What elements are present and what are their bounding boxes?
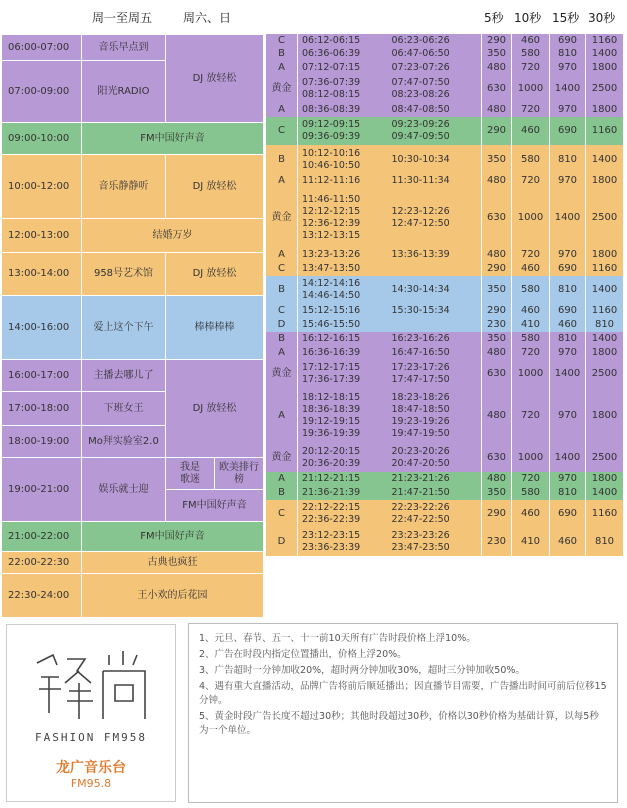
price-cell: 1400 <box>550 360 586 389</box>
price-cell: 1000 <box>512 188 550 249</box>
slot-col-2: 16:47-16:50 <box>391 347 450 358</box>
weekend-program-cell: DJ 放轻松 <box>166 35 264 123</box>
price-cell: 230 <box>482 528 512 557</box>
time-cell: 19:00-21:00 <box>2 458 82 522</box>
slot-col-2: 11:30-11:34 <box>391 175 450 186</box>
price-cell: 480 <box>482 248 512 263</box>
slot-cell <box>298 276 482 305</box>
price-cell: 1400 <box>586 145 624 175</box>
price-cell: 2500 <box>586 444 624 473</box>
time-cell: 10:00-12:00 <box>2 155 82 219</box>
slot-col-1: 09:12-09:15 09:36-09:39 <box>302 119 361 142</box>
slot-col-2: 13:36-13:39 <box>391 249 450 260</box>
slot-col-1: 23:12-23:15 23:36-23:39 <box>302 530 361 553</box>
slot-col-1: 10:12-10:16 10:46-10:50 <box>302 147 361 171</box>
price-cell: 1000 <box>512 75 550 104</box>
notes-box <box>188 623 618 803</box>
slot-col-2: 20:23-20:26 20:47-20:50 <box>391 446 450 469</box>
slot-col-1: 15:46-15:50 <box>302 319 361 330</box>
header-weekday: 周一至周五 <box>92 11 153 25</box>
slot-col-2: 08:47-08:50 <box>391 104 450 115</box>
time-cell: 12:00-13:00 <box>2 219 82 253</box>
price-cell: 480 <box>482 103 512 118</box>
price-cell: 690 <box>550 262 586 277</box>
grade-cell: A <box>266 174 298 189</box>
price-cell: 480 <box>482 174 512 189</box>
price-cell: 720 <box>512 388 550 445</box>
slot-col-1: 06:36-06:39 <box>302 48 361 59</box>
price-cell: 1800 <box>586 346 624 361</box>
program-cell: 音乐静静听 <box>82 155 166 219</box>
price-cell: 810 <box>550 47 586 62</box>
price-cell: 1800 <box>586 388 624 445</box>
note-item: 5、黄金时段广告长度不超过30秒；其他时段超过30秒，价格以30秒价格为基础计算，以每5秒为一个单位。 <box>199 711 599 736</box>
price-cell: 1800 <box>586 248 624 263</box>
weekend-program-cell: DJ 放轻松 <box>166 253 264 296</box>
weekend-program-cell: DJ 放轻松 <box>166 155 264 219</box>
weekend-program-cell: 棒棒棒棒 <box>166 296 264 360</box>
time-cell: 14:00-16:00 <box>2 296 82 360</box>
time-cell: 07:00-09:00 <box>2 61 82 123</box>
time-cell: 13:00-14:00 <box>2 253 82 296</box>
time-cell: 09:00-10:00 <box>2 123 82 155</box>
slot-cell <box>298 472 482 487</box>
grade-cell: 黄金 <box>266 188 298 249</box>
price-cell: 1400 <box>586 47 624 62</box>
price-cell: 810 <box>586 528 624 557</box>
logo-mark <box>7 625 175 745</box>
price-cell: 1160 <box>586 500 624 529</box>
slot-col-1: 11:46-11:50 12:12-12:15 12:36-12:39 13:12-13:15 <box>302 194 361 241</box>
slot-col-2: 12:23-12:26 12:47-12:50 <box>391 206 450 229</box>
price-cell: 1400 <box>550 444 586 473</box>
program-cell-span: FM中国好声音 <box>82 522 264 552</box>
header-15s: 15秒 <box>552 11 580 25</box>
price-cell: 1000 <box>512 444 550 473</box>
price-cell: 970 <box>550 248 586 263</box>
slot-cell <box>298 145 482 175</box>
price-cell: 1160 <box>586 117 624 146</box>
price-cell: 460 <box>550 318 586 333</box>
slot-col-2: 07:47-07:50 08:23-08:26 <box>391 77 450 100</box>
slot-col-2: 14:30-14:34 <box>391 284 450 295</box>
grade-cell: B <box>266 276 298 305</box>
slot-cell <box>298 388 482 445</box>
time-cell: 16:00-17:00 <box>2 360 82 392</box>
time-cell: 22:00-22:30 <box>2 552 82 574</box>
slot-cell <box>298 444 482 473</box>
note-item: 1、元旦、春节、五一、十一前10天所有广告时段价格上浮10%。 <box>199 633 476 644</box>
price-cell: 1000 <box>512 360 550 389</box>
price-cell: 480 <box>482 61 512 76</box>
price-cell: 1160 <box>586 304 624 319</box>
header-5s: 5秒 <box>484 11 504 25</box>
slot-cell <box>298 528 482 557</box>
slot-col-1: 08:36-08:39 <box>302 104 361 115</box>
note-item: 2、广告在时段内指定位置播出，价格上浮20%。 <box>199 649 407 660</box>
grade-cell: C <box>266 304 298 319</box>
grade-cell: 黄金 <box>266 75 298 104</box>
slot-col-1: 16:36-16:39 <box>302 347 361 358</box>
price-cell: 580 <box>512 145 550 175</box>
logo-box <box>6 624 176 802</box>
price-cell: 720 <box>512 61 550 76</box>
slot-col-1: 13:23-13:26 <box>302 249 361 260</box>
slot-cell <box>298 117 482 146</box>
slot-col-2: 23:23-23:26 23:47-23:50 <box>391 530 450 553</box>
slot-cell <box>298 47 482 62</box>
price-cell: 720 <box>512 346 550 361</box>
slot-col-1: 07:12-07:15 <box>302 62 361 73</box>
price-cell: 480 <box>482 388 512 445</box>
slot-cell <box>298 34 482 48</box>
price-cell: 350 <box>482 145 512 175</box>
program-cell-span: FM中国好声音 <box>82 123 264 155</box>
grade-cell: A <box>266 61 298 76</box>
slot-cell <box>298 346 482 361</box>
logo-station: 龙广音乐台 <box>56 760 126 776</box>
program-cell: Mo拜实验室2.0 <box>82 426 166 458</box>
slot-cell <box>298 103 482 118</box>
program-cell-span: 王小欢的后花园 <box>82 574 264 618</box>
price-cell: 410 <box>512 528 550 557</box>
grade-cell: A <box>266 346 298 361</box>
price-cell: 350 <box>482 486 512 501</box>
price-cell: 1800 <box>586 472 624 487</box>
price-cell: 480 <box>482 472 512 487</box>
slot-col-1: 16:12-16:15 <box>302 333 361 344</box>
weekend-program-cell: DJ 放轻松 <box>166 360 264 458</box>
slot-col-2: 21:47-21:50 <box>391 487 450 498</box>
price-cell: 1160 <box>586 34 624 48</box>
price-cell: 630 <box>482 188 512 249</box>
grade-cell: 黄金 <box>266 444 298 473</box>
price-cell: 1400 <box>586 276 624 305</box>
price-cell: 2500 <box>586 75 624 104</box>
slot-col-1: 17:12-17:15 17:36-17:39 <box>302 362 361 385</box>
grade-cell: A <box>266 472 298 487</box>
price-cell: 970 <box>550 174 586 189</box>
slot-col-2: 15:30-15:34 <box>391 305 450 316</box>
slot-col-1: 20:12-20:15 20:36-20:39 <box>302 446 361 469</box>
price-cell: 1800 <box>586 61 624 76</box>
price-cell: 690 <box>550 304 586 319</box>
price-cell: 290 <box>482 500 512 529</box>
time-cell: 17:00-18:00 <box>2 392 82 426</box>
note-item: 4、遇有重大直播活动，品牌广告将前后顺延播出；因直播节目需要，广告播出时间可前后位移15分钟。 <box>199 681 607 706</box>
price-cell: 630 <box>482 360 512 389</box>
price-cell: 630 <box>482 444 512 473</box>
price-cell: 630 <box>482 75 512 104</box>
price-cell: 2500 <box>586 188 624 249</box>
slot-cell <box>298 188 482 249</box>
price-cell: 970 <box>550 346 586 361</box>
grade-cell: C <box>266 500 298 529</box>
price-cell: 1800 <box>586 174 624 189</box>
slot-cell <box>298 318 482 333</box>
slot-cell <box>298 360 482 389</box>
price-cell: 720 <box>512 103 550 118</box>
slot-col-1: 21:12-21:15 <box>302 473 361 484</box>
price-cell: 460 <box>512 117 550 146</box>
price-cell: 810 <box>586 318 624 333</box>
price-cell: 350 <box>482 332 512 347</box>
price-cell: 810 <box>550 276 586 305</box>
slot-col-2: 09:23-09:26 09:47-09:50 <box>391 119 450 142</box>
slot-cell <box>298 248 482 263</box>
price-cell: 970 <box>550 472 586 487</box>
price-cell: 810 <box>550 145 586 175</box>
time-cell: 06:00-07:00 <box>2 35 82 61</box>
slot-col-2: 21:23-21:26 <box>391 473 450 484</box>
program-cell: 主播去哪儿了 <box>82 360 166 392</box>
time-cell: 22:30-24:00 <box>2 574 82 618</box>
weekend-program-cell <box>166 458 215 490</box>
header-30s: 30秒 <box>588 11 616 25</box>
slot-cell <box>298 61 482 76</box>
price-cell: 580 <box>512 332 550 347</box>
slot-col-2: 07:23-07:26 <box>391 62 450 73</box>
slot-col-2: 06:47-06:50 <box>391 48 450 59</box>
price-cell: 1800 <box>586 103 624 118</box>
price-cell: 580 <box>512 486 550 501</box>
grade-cell: C <box>266 262 298 277</box>
price-cell: 290 <box>482 304 512 319</box>
price-cell: 460 <box>512 34 550 48</box>
grade-cell: 黄金 <box>266 360 298 389</box>
weekend-program-cell <box>215 458 264 490</box>
grade-cell: B <box>266 145 298 175</box>
price-cell: 970 <box>550 388 586 445</box>
price-cell: 230 <box>482 318 512 333</box>
price-cell: 290 <box>482 34 512 48</box>
price-cell: 690 <box>550 117 586 146</box>
logo-freq: FM95.8 <box>70 777 112 790</box>
slot-col-2: 18:23-18:26 18:47-18:50 19:23-19:26 19:47-19:50 <box>391 392 450 439</box>
slot-cell <box>298 500 482 529</box>
slot-col-2: 17:23-17:26 17:47-17:50 <box>391 362 450 385</box>
slot-cell <box>298 304 482 319</box>
program-cell: 阳光RADIO <box>82 61 166 123</box>
program-cell: 下班女王 <box>82 392 166 426</box>
price-cell: 1400 <box>586 486 624 501</box>
price-cell: 810 <box>550 332 586 347</box>
slot-col-1: 11:12-11:16 <box>302 175 361 186</box>
slot-col-2: 06:23-06:26 <box>391 34 450 46</box>
price-cell: 1400 <box>586 332 624 347</box>
grade-cell: A <box>266 103 298 118</box>
price-cell: 350 <box>482 276 512 305</box>
grade-cell: D <box>266 528 298 557</box>
grade-cell: A <box>266 388 298 445</box>
price-cell: 580 <box>512 276 550 305</box>
slot-col-1: 18:12-18:15 18:36-18:39 19:12-19:15 19:36-19:39 <box>302 392 361 439</box>
slot-col-1: 22:12-22:15 22:36-22:39 <box>302 502 361 525</box>
price-cell: 1160 <box>586 262 624 277</box>
grade-cell: B <box>266 332 298 347</box>
price-cell: 970 <box>550 103 586 118</box>
program-cell: 958号艺术馆 <box>82 253 166 296</box>
price-cell: 720 <box>512 174 550 189</box>
slot-col-1: 14:12-14:16 14:46-14:50 <box>302 278 361 301</box>
price-cell: 1400 <box>550 75 586 104</box>
program-cell: 爱上这个下午 <box>82 296 166 360</box>
price-cell: 810 <box>550 486 586 501</box>
price-cell: 720 <box>512 472 550 487</box>
grade-cell: C <box>266 34 298 48</box>
price-cell: 480 <box>482 346 512 361</box>
weekend-program-cell: FM中国好声音 <box>166 490 264 522</box>
price-cell: 290 <box>482 262 512 277</box>
weekend-oumei-label: 欧美排行榜 <box>219 461 259 485</box>
price-cell: 460 <box>512 500 550 529</box>
program-cell-span: 古典也疯狂 <box>82 552 264 574</box>
time-cell: 21:00-22:00 <box>2 522 82 552</box>
slot-col-2: 22:23-22:26 22:47-22:50 <box>391 502 450 525</box>
price-cell: 350 <box>482 47 512 62</box>
price-cell: 690 <box>550 34 586 48</box>
slot-cell <box>298 75 482 104</box>
program-cell: 娱乐就士迎 <box>82 458 166 522</box>
price-cell: 460 <box>550 528 586 557</box>
logo-fashion-text: FASHION FM958 <box>34 731 148 744</box>
header-weekend: 周六、日 <box>183 11 232 25</box>
price-cell: 690 <box>550 500 586 529</box>
price-cell: 1400 <box>550 188 586 249</box>
slot-col-2: 10:30-10:34 <box>391 153 450 165</box>
slot-col-1: 07:36-07:39 08:12-08:15 <box>302 77 361 100</box>
slot-cell <box>298 332 482 347</box>
note-item: 3、广告超时一分钟加收20%，超时两分钟加收30%，超时三分钟加收50%。 <box>199 665 525 676</box>
time-cell: 18:00-19:00 <box>2 426 82 458</box>
slot-col-1: 06:12-06:15 <box>302 34 361 46</box>
slot-col-1: 13:47-13:50 <box>302 263 361 274</box>
grade-cell: D <box>266 318 298 333</box>
slot-col-2: 16:23-16:26 <box>391 333 450 344</box>
price-cell: 720 <box>512 248 550 263</box>
slot-col-1: 21:36-21:39 <box>302 487 361 498</box>
slot-cell <box>298 486 482 501</box>
grade-cell: B <box>266 47 298 62</box>
grade-cell: A <box>266 248 298 263</box>
grade-cell: C <box>266 117 298 146</box>
price-cell: 2500 <box>586 360 624 389</box>
slot-col-1: 15:12-15:16 <box>302 305 361 316</box>
price-cell: 580 <box>512 47 550 62</box>
price-cell: 970 <box>550 61 586 76</box>
price-cell: 290 <box>482 117 512 146</box>
program-cell: 音乐早点到 <box>82 35 166 61</box>
price-cell: 460 <box>512 304 550 319</box>
slot-cell <box>298 174 482 189</box>
grade-cell: B <box>266 486 298 501</box>
weekend-woshi-label: 我是歌迷 <box>180 461 200 485</box>
slot-cell <box>298 262 482 277</box>
price-cell: 410 <box>512 318 550 333</box>
price-cell: 460 <box>512 262 550 277</box>
header-10s: 10秒 <box>514 11 542 25</box>
program-cell-span: 结婚万岁 <box>82 219 264 253</box>
